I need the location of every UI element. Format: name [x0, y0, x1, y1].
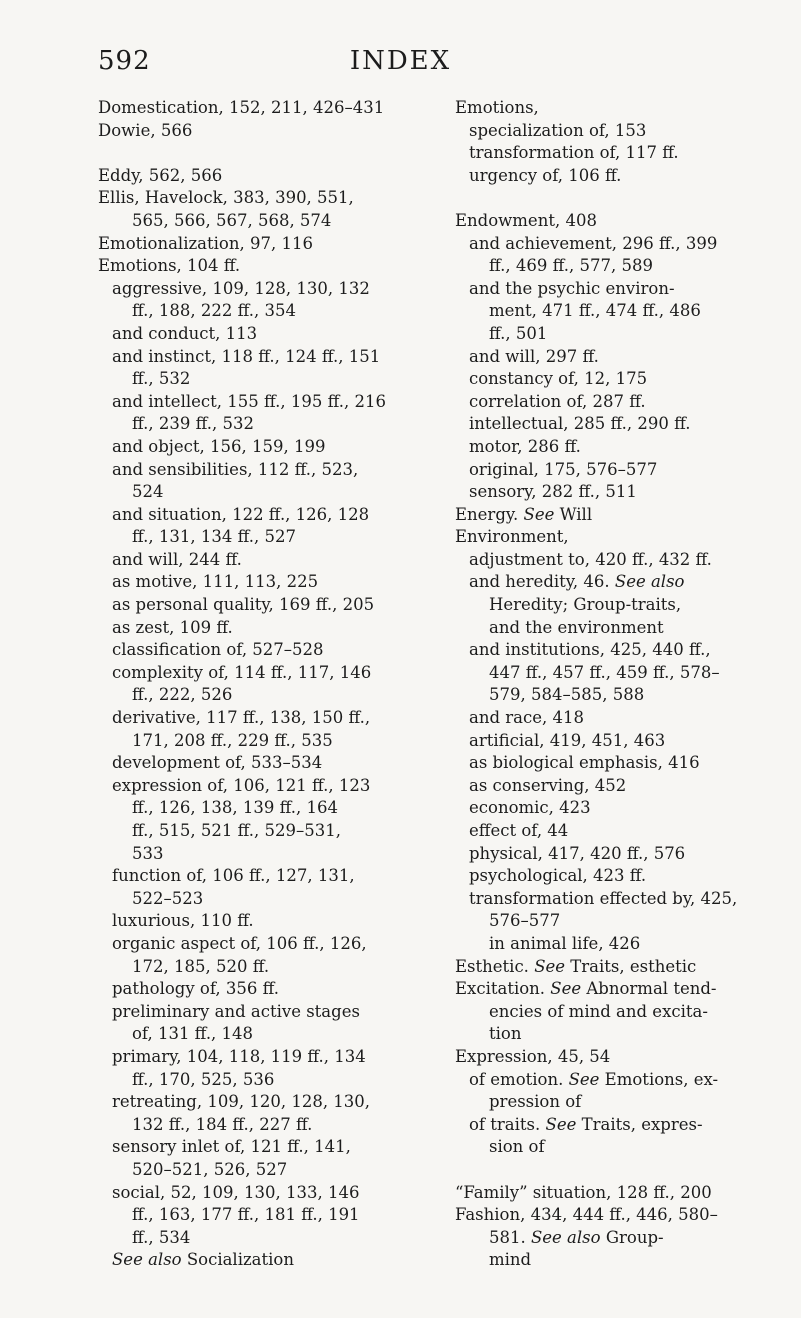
index-entry-line: motor, 286 ff. [469, 436, 581, 456]
index-entry-line: economic, 423 [469, 798, 591, 818]
index-entry-line: physical, 417, 420 ff., 576 [469, 843, 686, 863]
index-entry-line: sion of [489, 1137, 545, 1157]
index-entry-line: and situation, 122 ff., 126, 128 [112, 504, 370, 524]
index-entry-line: Emotions, 104 ff. [98, 256, 241, 276]
index-entry-line: Fashion, 434, 444 ff., 446, 580– [455, 1205, 718, 1225]
index-entry-line: 171, 208 ff., 229 ff., 535 [132, 730, 333, 750]
index-entry-line: as conserving, 452 [469, 775, 627, 795]
index-entry-line: ff., 222, 526 [132, 685, 233, 705]
index-entry-line: sensory, 282 ff., 511 [469, 482, 637, 502]
index-entry-line: Endowment, 408 [455, 210, 597, 230]
index-entry-line: pathology of, 356 ff. [112, 979, 279, 999]
index-entry-line: transformation effected by, 425, [469, 888, 738, 908]
entry-gap [98, 142, 443, 165]
index-entry-line: Emotionalization, 97, 116 [98, 233, 313, 253]
index-entry-line: and intellect, 155 ff., 195 ff., 216 [112, 391, 386, 411]
index-entry-line: preliminary and active stages [112, 1001, 360, 1021]
page-title: INDEX [349, 46, 452, 76]
index-entry-line: as biological emphasis, 416 [469, 753, 700, 773]
index-column-left [98, 97, 443, 1272]
index-entry-line: correlation of, 287 ff. [469, 391, 646, 411]
index-entry-line: as motive, 111, 113, 225 [112, 572, 319, 592]
index-entry-line: classification of, 527–528 [112, 640, 324, 660]
index-entry-line: ff., 469 ff., 577, 589 [489, 256, 653, 276]
index-entry-line: social, 52, 109, 130, 133, 146 [112, 1182, 360, 1202]
index-entry-line: encies of mind and excita- [489, 1001, 708, 1021]
index-entry-line: and achievement, 296 ff., 399 [469, 233, 718, 253]
index-entry-line: 581. See also Group- [489, 1227, 664, 1247]
index-entry-line: ment, 471 ff., 474 ff., 486 [489, 301, 701, 321]
index-entry-line: ff., 239 ff., 532 [132, 414, 254, 434]
index-entry-line: 132 ff., 184 ff., 227 ff. [132, 1114, 313, 1134]
index-entry-line: sensory inlet of, 121 ff., 141, [112, 1137, 351, 1157]
index-entry-line: Eddy, 562, 566 [98, 165, 223, 185]
index-entry-line: ff., 534 [132, 1227, 191, 1247]
index-entry-line: Expression, 45, 54 [455, 1046, 611, 1066]
index-entry-line: Emotions, [455, 98, 539, 117]
index-entry-line: and heredity, 46. See also [469, 572, 685, 592]
index-entry-line: artificial, 419, 451, 463 [469, 730, 666, 750]
index-entry-line: ff., 170, 525, 536 [132, 1069, 275, 1089]
entry-gap [455, 1159, 800, 1182]
index-entry-line: psychological, 423 ff. [469, 866, 647, 886]
index-entry-line: function of, 106 ff., 127, 131, [112, 866, 355, 886]
page-number: 592 [98, 46, 151, 76]
index-entry-line: effect of, 44 [469, 821, 569, 840]
index-entry-line: and will, 244 ff. [112, 549, 242, 569]
index-entry-line: expression of, 106, 121 ff., 123 [112, 775, 371, 795]
index-column-right [455, 97, 800, 1272]
index-entry-line: ff., 126, 138, 139 ff., 164 [132, 798, 338, 818]
index-entry-line: and conduct, 113 [112, 323, 258, 343]
index-entry-line: Ellis, Havelock, 383, 390, 551, [98, 188, 354, 208]
index-entry-line: 576–577 [489, 911, 561, 931]
index-entry-line: 522–523 [132, 888, 204, 908]
index-entry-line: and instinct, 118 ff., 124 ff., 151 [112, 346, 381, 366]
page-header [0, 40, 801, 80]
index-entry-line: and the environment [489, 617, 664, 637]
index-entry-line: 524 [132, 482, 164, 502]
index-entry-line: 579, 584–585, 588 [489, 685, 645, 705]
index-entry-line: organic aspect of, 106 ff., 126, [112, 933, 367, 953]
index-entry-line: retreating, 109, 120, 128, 130, [112, 1092, 371, 1112]
index-entry-line: and sensibilities, 112 ff., 523, [112, 459, 359, 479]
index-entry-line: intellectual, 285 ff., 290 ff. [469, 414, 691, 434]
index-entry-line: transformation of, 117 ff. [469, 143, 679, 163]
index-entry-line: 520–521, 526, 527 [132, 1159, 288, 1179]
index-entry-line: Esthetic. See Traits, esthetic [455, 956, 697, 976]
index-entry-line: and object, 156, 159, 199 [112, 436, 326, 456]
index-entry-line: 533 [132, 843, 164, 863]
index-entry-line: of traits. See Traits, expres- [469, 1114, 703, 1134]
index-entry-line: Environment, [455, 527, 569, 547]
index-entry-line: ff., 131, 134 ff., 527 [132, 527, 296, 547]
index-entry-line: as zest, 109 ff. [112, 617, 233, 637]
index-entry-line: and race, 418 [469, 708, 584, 728]
index-entry-line: Energy. See Will [455, 504, 593, 524]
index-entry-line: 565, 566, 567, 568, 574 [132, 210, 332, 230]
index-entry-line: ff., 532 [132, 369, 191, 389]
index-entry-line: tion [489, 1024, 522, 1044]
index-entry-line: mind [489, 1250, 532, 1270]
index-entry-line: ff., 188, 222 ff., 354 [132, 301, 296, 321]
index-entry-line: of emotion. See Emotions, ex- [469, 1069, 719, 1089]
index-entry-line: and the psychic environ- [469, 278, 675, 298]
index-entry-line: and will, 297 ff. [469, 346, 599, 366]
index-entry-line: See also Socialization [112, 1250, 294, 1270]
index-entry-line: and institutions, 425, 440 ff., [469, 640, 711, 660]
index-entry-line: original, 175, 576–577 [469, 459, 658, 479]
index-entry-line: derivative, 117 ff., 138, 150 ff., [112, 708, 371, 728]
index-entry-line: of, 131 ff., 148 [132, 1024, 254, 1044]
index-entry-line: Heredity; Group-traits, [489, 595, 682, 615]
index-entry-line: as personal quality, 169 ff., 205 [112, 595, 375, 615]
index-entry-line: ff., 501 [489, 323, 548, 343]
entry-gap [455, 187, 800, 210]
index-entry-line: Dowie, 566 [98, 120, 193, 140]
index-entry-line: 447 ff., 457 ff., 459 ff., 578– [489, 662, 720, 682]
index-entry-line: aggressive, 109, 128, 130, 132 [112, 278, 370, 298]
index-entry-line: adjustment to, 420 ff., 432 ff. [469, 549, 712, 569]
index-entry-line: luxurious, 110 ff. [112, 911, 254, 931]
index-entry-line: development of, 533–534 [112, 753, 323, 773]
index-entry-line: in animal life, 426 [489, 933, 641, 953]
index-entry-line: specialization of, 153 [469, 120, 647, 140]
index-entry-line: 172, 185, 520 ff. [132, 956, 270, 976]
index-entry-line: Excitation. See Abnormal tend- [455, 979, 717, 999]
index-entry-line: primary, 104, 118, 119 ff., 134 [112, 1046, 366, 1066]
index-entry-line: complexity of, 114 ff., 117, 146 [112, 662, 372, 682]
index-entry-line: ff., 515, 521 ff., 529–531, [132, 821, 341, 840]
index-entry-line: “Family” situation, 128 ff., 200 [455, 1182, 712, 1202]
index-entry-line: ff., 163, 177 ff., 181 ff., 191 [132, 1205, 360, 1225]
index-entry-line: Domestication, 152, 211, 426–431 [98, 98, 385, 117]
index-entry-line: urgency of, 106 ff. [469, 165, 622, 185]
index-entry-line: constancy of, 12, 175 [469, 369, 648, 389]
index-entry-line: pression of [489, 1092, 582, 1112]
